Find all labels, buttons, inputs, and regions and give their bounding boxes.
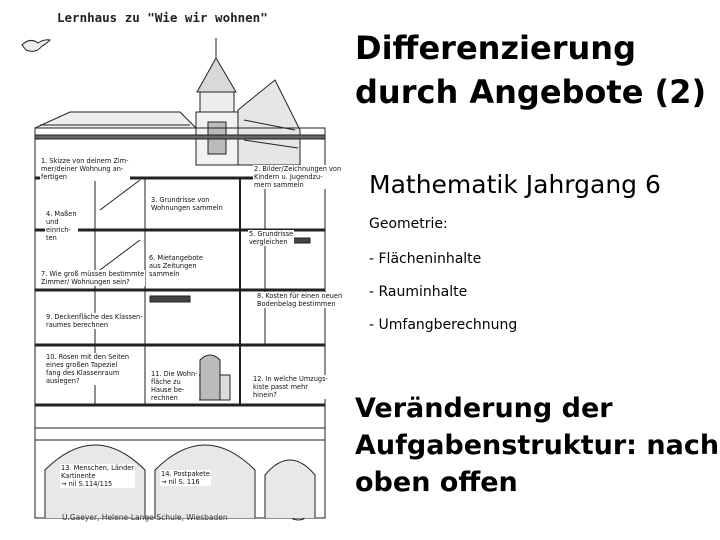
- list-item: - Umfangberechnung: [369, 317, 518, 333]
- slide-title: Differenzierung durch Angebote (2): [355, 29, 707, 111]
- task-label: 4. Maßen und einrich- ten: [46, 210, 77, 242]
- task-label: 6. Mietangebote aus Zeitungen sammeln: [149, 254, 203, 278]
- slide-conclusion: Veränderung der Aufgabenstruktur: nach oben offen: [355, 393, 720, 498]
- task-label: 1. Skizze von deinem Zim- mer/deiner Wohnung an- fertigen: [41, 157, 129, 181]
- task-label: 5. Grundrisse vergleichen: [249, 230, 294, 246]
- list-item: - Flächeninhalte: [369, 251, 482, 267]
- task-label: 10. Rosen mit den Seiten eines großen Tapeziel fang des Klassenraum auslegen?: [46, 353, 130, 385]
- task-label: 3. Grundrisse von Wohnungen sammeln: [151, 196, 223, 212]
- task-label: 2. Bilder/Zeichnungen von Kindern u. Jugendzu- mern sammeln: [254, 165, 342, 189]
- slide-subtitle: Mathematik Jahrgang 6: [369, 170, 661, 199]
- task-label: 12. In welche Umzugs- kiste passt mehr hinein?: [253, 375, 328, 399]
- house-illustration: [0, 0, 345, 540]
- task-label: 9. Deckenfläche des Klassen- raumes berechnen: [46, 313, 143, 329]
- task-label: 7. Wie groß müssen bestimmte Zimmer/ Wohnungen sein?: [41, 270, 145, 286]
- task-label: 11. Die Wohn- fläche zu Hause be- rechnen: [151, 370, 198, 402]
- list-heading: Geometrie:: [369, 216, 448, 232]
- illustration-credit: U.Gaeyer, Helene-Lange-Schule, Wiesbaden: [62, 513, 228, 522]
- illustration-title: Lernhaus zu "Wie wir wohnen": [57, 10, 268, 25]
- task-label: 8. Kosten für einen neuen Bodenbelag bestimmen: [257, 292, 343, 308]
- task-label: 13. Menschen, Länder Kartinente → nil S.114/115: [61, 464, 135, 488]
- list-item: - Rauminhalte: [369, 284, 468, 300]
- task-label: 14. Postpakete → nil S. 116: [161, 470, 210, 486]
